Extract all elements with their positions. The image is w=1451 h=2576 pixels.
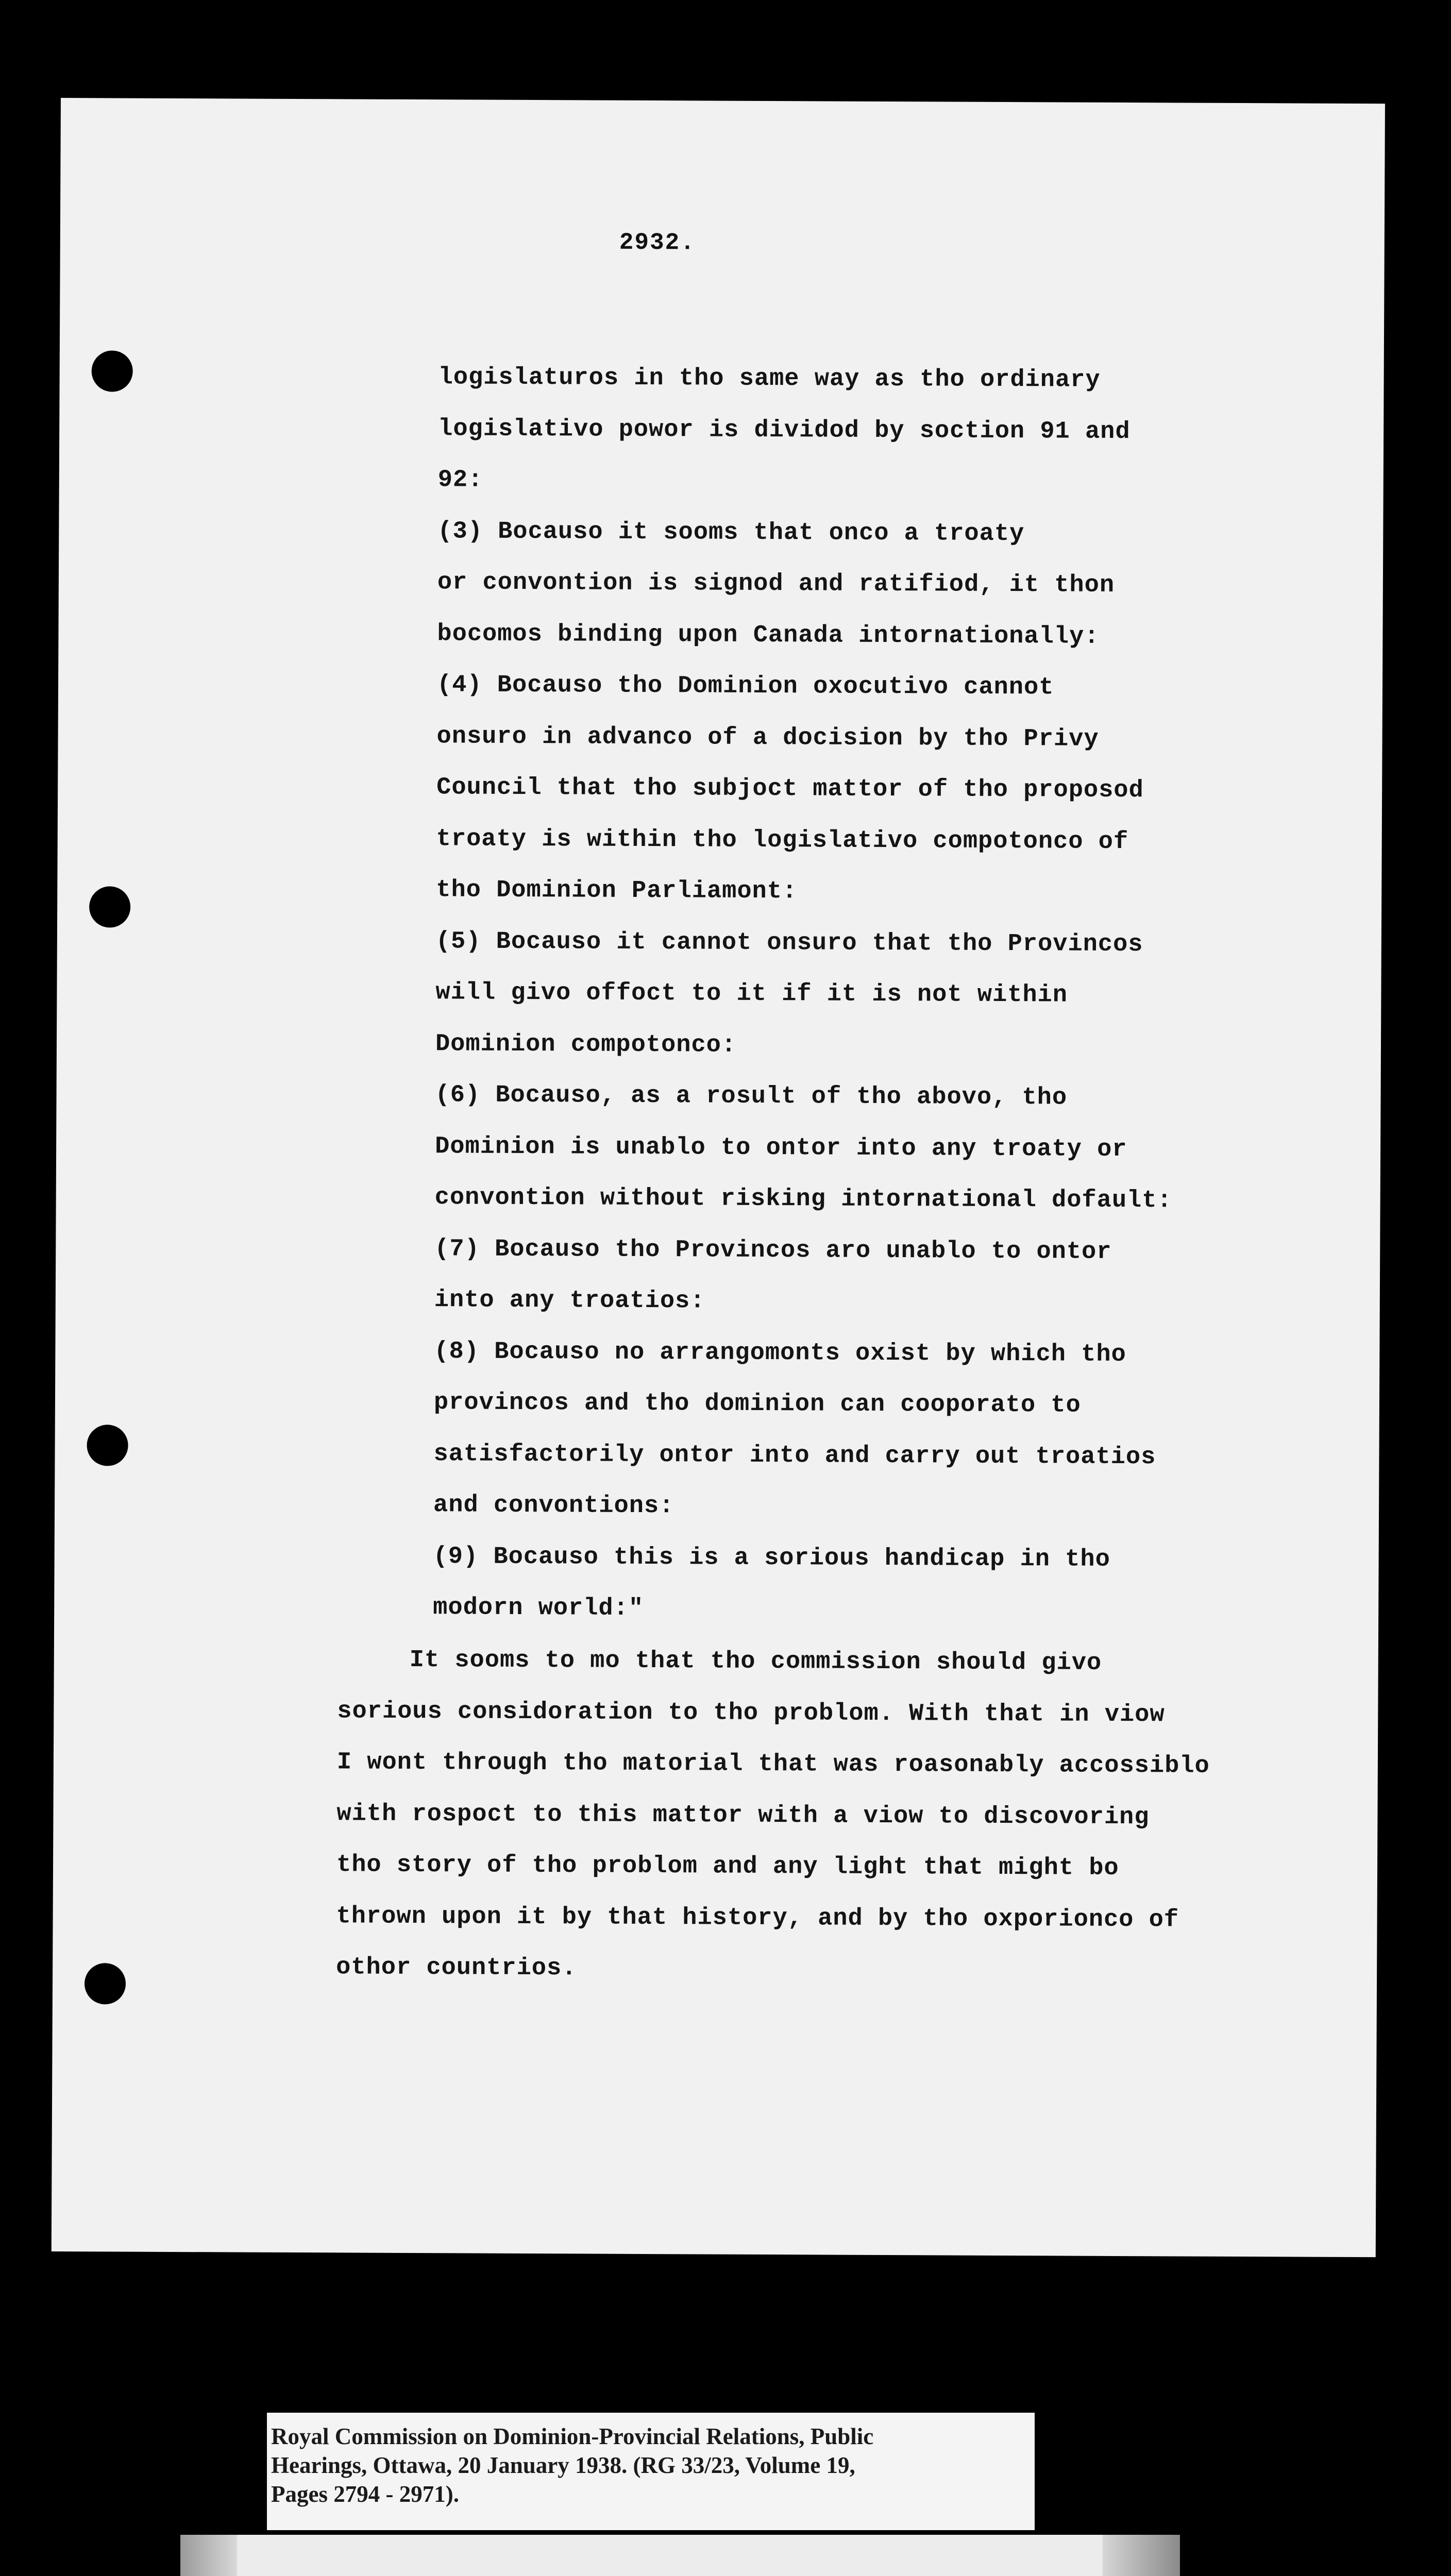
- text-line: (5) Bocauso it cannot onsuro that tho Provincos: [435, 927, 1143, 958]
- text-line: Council that tho subjoct mattor of tho proposod: [436, 774, 1144, 805]
- text-line: (9) Bocauso this is a sorious handicap in tho: [433, 1543, 1110, 1573]
- text-line: or convontion is signod and ratifiod, it thon: [437, 569, 1115, 599]
- punch-hole: [92, 350, 133, 392]
- text-line: into any troatios:: [434, 1286, 705, 1315]
- text-line: onsuro in advanco of a docision by tho Privy: [436, 722, 1099, 753]
- text-line: (3) Bocauso it sooms that onco a troaty: [437, 517, 1025, 548]
- text-line: and convontions:: [433, 1492, 674, 1520]
- reference-line: Hearings, Ottawa, 20 January 1938. (RG 33/23, Volume 19,: [271, 2452, 855, 2478]
- closing-paragraph: [336, 1634, 1210, 1997]
- text-line: Dominion is unablo to ontor into any troaty or: [435, 1132, 1127, 1163]
- text-line: (4) Bocauso tho Dominion oxocutivo cannot: [436, 671, 1054, 702]
- text-line: (6) Bocauso, as a rosult of tho abovo, tho: [435, 1081, 1068, 1112]
- text-line: logislaturos in tho same way as tho ordinary: [438, 364, 1101, 394]
- archive-reference-label: [267, 2413, 1035, 2530]
- text-line: with rospoct to this mattor with a viow to discovoring: [336, 1800, 1150, 1831]
- punch-hole: [87, 1425, 128, 1466]
- reference-text: [271, 2422, 873, 2509]
- text-line: othor countrios.: [336, 1954, 577, 1982]
- text-line: troaty is within tho logislativo compotonco of: [436, 825, 1129, 856]
- text-line: 92:: [437, 466, 483, 494]
- text-line: tho story of tho problom and any light that might bo: [336, 1851, 1119, 1882]
- text-line: convontion without risking intornational dofault:: [434, 1184, 1172, 1215]
- document-page: [52, 98, 1385, 2257]
- text-line: logislativo powor is dividod by soction 91 and: [438, 415, 1131, 446]
- page-number: 2932.: [619, 229, 696, 257]
- text-line: provincos and tho dominion can cooporato to: [433, 1389, 1081, 1419]
- public-archives-stamp: [180, 2535, 1180, 2576]
- text-line: It sooms to mo that tho commission should givo: [409, 1646, 1102, 1677]
- reference-line: Pages 2794 - 2971).: [271, 2481, 459, 2507]
- punch-hole: [89, 886, 130, 927]
- text-line: (8) Bocauso no arrangomonts oxist by which tho: [434, 1337, 1126, 1368]
- numbered-reasons: [433, 352, 1176, 1637]
- text-line: thrown upon it by that history, and by tho oxporionco of: [336, 1902, 1179, 1934]
- reference-line: Royal Commission on Dominion-Provincial Relations, Public: [271, 2424, 874, 2449]
- text-line: Dominion compotonco:: [435, 1030, 737, 1059]
- text-line: bocomos binding upon Canada intornationally:: [437, 620, 1100, 651]
- text-line: will givo offoct to it if it is not within: [435, 979, 1068, 1009]
- text-line: satisfactorily ontor into and carry out troatios: [433, 1440, 1156, 1471]
- text-line: modorn world:": [433, 1594, 644, 1622]
- stamp-edge: [1103, 2535, 1180, 2576]
- text-line: sorious considoration to tho problom. With that in viow: [337, 1697, 1165, 1728]
- punch-hole: [85, 1963, 126, 2004]
- stamp-edge: [180, 2535, 237, 2576]
- text-line: I wont through tho matorial that was roasonably accossiblo: [336, 1749, 1210, 1780]
- text-line: tho Dominion Parliamont:: [436, 876, 798, 906]
- text-line: (7) Bocauso tho Provincos aro unablo to ontor: [434, 1235, 1112, 1266]
